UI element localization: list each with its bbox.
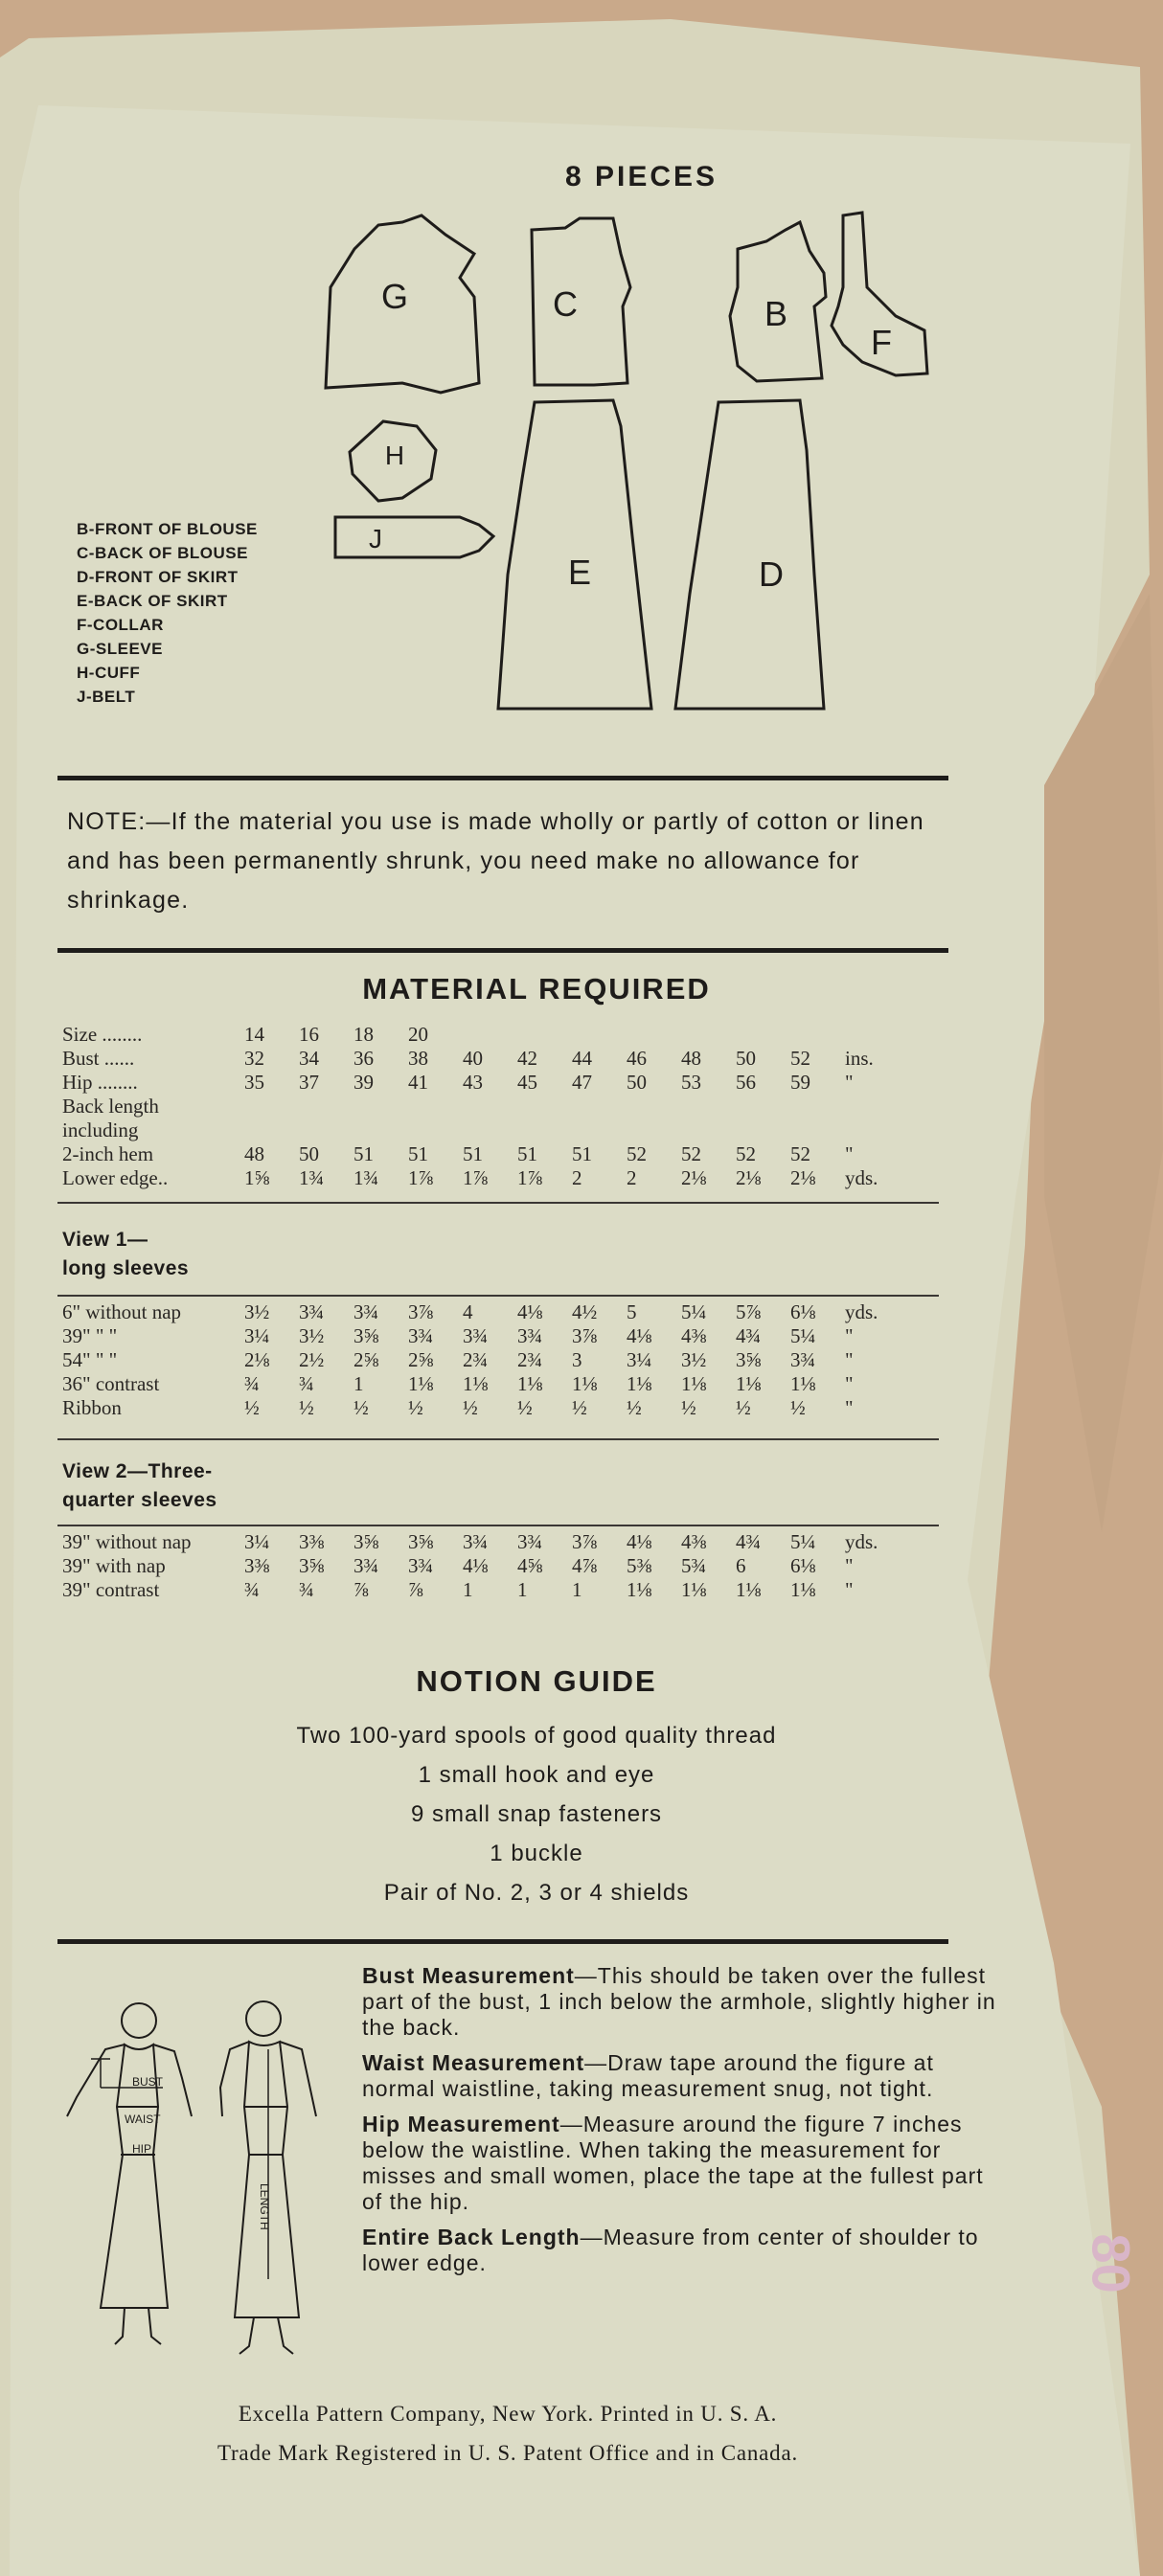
table-cell: 1⅛ xyxy=(627,1372,652,1395)
table-cell: 1 xyxy=(463,1578,473,1601)
table-cell: 47 xyxy=(572,1071,592,1094)
table-cell xyxy=(517,1119,572,1142)
table-cell: 46 xyxy=(627,1047,647,1070)
row-unit: yds. xyxy=(845,1300,878,1323)
table-cell: 16 xyxy=(299,1023,319,1046)
table-cell xyxy=(681,1023,736,1047)
table-cell: 1⅛ xyxy=(572,1372,598,1395)
measurement-item: Hip Measurement—Measure around the figure 7 inches below the waistline. When taking the measurement for misses and small women, place the tape at the fullest part of the hip. xyxy=(362,2112,984,2214)
legend-item: F-COLLAR xyxy=(77,616,164,634)
table-cell xyxy=(408,1119,463,1142)
table-cell: 1⅛ xyxy=(790,1372,816,1395)
row-label: Bust ...... xyxy=(62,1047,135,1070)
table-cell xyxy=(353,1095,408,1119)
table-row xyxy=(62,1554,893,1578)
footer-line: Excella Pattern Company, New York. Printed in U. S. A. xyxy=(238,2402,778,2426)
row-unit: " xyxy=(845,1396,854,1419)
shrinkage-note: NOTE:—If the material you use is made wholly or partly of cotton or linen and has been permanently shrunk, you need make no allowance for shrinkage. xyxy=(67,808,924,914)
table-cell: 6⅛ xyxy=(790,1554,816,1577)
view2-table xyxy=(62,1530,893,1602)
notion-list xyxy=(192,1716,881,1912)
row-unit xyxy=(845,1095,893,1119)
figure-label-bust: BUST xyxy=(132,2075,164,2089)
table-cell xyxy=(572,1023,627,1047)
table-cell: 1⅛ xyxy=(736,1372,762,1395)
figure-label-length: LENGTH xyxy=(258,2183,271,2230)
table-cell: 45 xyxy=(517,1071,537,1094)
row-unit: " xyxy=(845,1324,854,1347)
table-cell: 5¼ xyxy=(681,1300,707,1323)
table-cell xyxy=(517,1095,572,1119)
table-cell: 1⅛ xyxy=(408,1372,434,1395)
notion-item: 9 small snap fasteners xyxy=(410,1801,663,1827)
row-label: 39" " " xyxy=(62,1324,118,1347)
table-cell: 1⅛ xyxy=(463,1372,489,1395)
divider-rule xyxy=(57,948,948,953)
table-cell: 20 xyxy=(408,1023,428,1046)
table-cell: 3⅜ xyxy=(244,1554,270,1577)
table-cell: 52 xyxy=(627,1142,647,1165)
table-cell: 52 xyxy=(790,1142,810,1165)
notion-item: 1 buckle xyxy=(490,1841,583,1866)
table-row xyxy=(62,1396,893,1420)
table-cell: ¾ xyxy=(244,1372,260,1395)
table-cell: 5 xyxy=(627,1300,637,1323)
table-cell: ⅞ xyxy=(408,1578,423,1601)
table-row xyxy=(62,1142,893,1166)
row-label: 2-inch hem xyxy=(62,1142,154,1165)
table-cell: 3⅞ xyxy=(572,1530,598,1553)
table-cell: 4⅞ xyxy=(572,1554,598,1577)
table-row xyxy=(62,1023,893,1047)
table-cell xyxy=(681,1095,736,1119)
table-cell xyxy=(408,1095,463,1119)
row-unit xyxy=(845,1023,893,1047)
row-label: Ribbon xyxy=(62,1396,122,1419)
table-cell: 3¼ xyxy=(244,1324,270,1347)
table-cell: 36 xyxy=(353,1047,374,1070)
row-label: 39" without nap xyxy=(62,1530,192,1553)
table-cell: 3½ xyxy=(244,1300,270,1323)
table-cell: 41 xyxy=(408,1071,428,1094)
table-cell: ½ xyxy=(736,1396,751,1419)
table-row xyxy=(62,1166,893,1190)
table-cell: 5⅜ xyxy=(627,1554,652,1577)
table-row xyxy=(62,1348,893,1372)
table-cell: 3⅝ xyxy=(353,1324,379,1347)
row-unit: " xyxy=(845,1348,854,1371)
row-label: 39" with nap xyxy=(62,1554,166,1577)
table-cell: ¾ xyxy=(244,1578,260,1601)
view1-label: View 1— long sleeves xyxy=(62,1229,190,1279)
table-cell: 2¾ xyxy=(517,1348,543,1371)
table-cell xyxy=(790,1023,845,1047)
table-cell: 4½ xyxy=(572,1300,598,1323)
piece-label-c: C xyxy=(553,284,578,324)
table-cell: 6 xyxy=(736,1554,746,1577)
row-label: Back length xyxy=(62,1095,159,1118)
table-cell: 51 xyxy=(572,1142,592,1165)
publisher-footer xyxy=(96,2394,920,2473)
table-cell: 2 xyxy=(627,1166,637,1189)
size-table xyxy=(62,1023,893,1190)
table-cell: 2⅛ xyxy=(736,1166,762,1189)
table-cell xyxy=(736,1119,790,1142)
table-cell: ½ xyxy=(681,1396,696,1419)
table-cell xyxy=(681,1119,736,1142)
row-label: including xyxy=(62,1119,139,1141)
table-cell: 50 xyxy=(736,1047,756,1070)
table-cell: 2 xyxy=(572,1166,582,1189)
table-row xyxy=(62,1530,893,1554)
piece-c-outline xyxy=(532,218,630,385)
table-divider xyxy=(57,1295,939,1297)
table-cell xyxy=(353,1119,408,1142)
table-cell: 4⅛ xyxy=(627,1530,652,1553)
row-label: Lower edge.. xyxy=(62,1166,169,1189)
table-cell: 2⅛ xyxy=(681,1166,707,1189)
divider-rule xyxy=(57,776,948,780)
table-cell: 3¾ xyxy=(517,1324,543,1347)
legend-item: J-BELT xyxy=(77,688,136,706)
row-unit: yds. xyxy=(845,1166,878,1189)
stamp-number: 80 xyxy=(1081,2233,1142,2294)
legend-item: E-BACK OF SKIRT xyxy=(77,592,228,610)
table-cell: 40 xyxy=(463,1047,483,1070)
piece-j-outline xyxy=(335,517,493,557)
row-unit: " xyxy=(845,1578,854,1601)
divider-rule xyxy=(57,1939,948,1944)
table-cell: 2⅛ xyxy=(790,1166,816,1189)
table-cell: 5⅞ xyxy=(736,1300,762,1323)
piece-label-f: F xyxy=(871,323,892,362)
table-cell: 1⅝ xyxy=(244,1166,270,1189)
table-cell xyxy=(244,1095,299,1119)
table-divider xyxy=(57,1525,939,1526)
table-cell: 4⅜ xyxy=(681,1324,707,1347)
table-cell: 52 xyxy=(736,1142,756,1165)
table-cell: 48 xyxy=(244,1142,264,1165)
table-cell xyxy=(736,1023,790,1047)
legend-item: H-CUFF xyxy=(77,664,141,682)
piece-label-d: D xyxy=(759,554,784,594)
table-cell: 1⅞ xyxy=(517,1166,543,1189)
table-cell: 3⅞ xyxy=(572,1324,598,1347)
table-cell xyxy=(463,1095,517,1119)
measurement-item: Entire Back Length—Measure from center of shoulder to lower edge. xyxy=(362,2225,979,2275)
table-cell: 4⅛ xyxy=(463,1554,489,1577)
table-cell: 52 xyxy=(790,1047,810,1070)
table-row xyxy=(62,1119,893,1142)
table-cell: 4⅛ xyxy=(517,1300,543,1323)
row-label: 54" " " xyxy=(62,1348,118,1371)
table-cell: 2½ xyxy=(299,1348,325,1371)
table-cell: 3¾ xyxy=(353,1554,379,1577)
view2-label: View 2—Three- quarter sleeves xyxy=(62,1460,217,1511)
footer-line: Trade Mark Registered in U. S. Patent Office and in Canada. xyxy=(217,2441,799,2465)
pieces-legend xyxy=(77,517,258,709)
table-cell xyxy=(627,1023,681,1047)
piece-label-h: H xyxy=(384,441,405,470)
figure-label-waist: WAIST xyxy=(125,2113,161,2126)
table-cell: ½ xyxy=(244,1396,260,1419)
table-cell xyxy=(463,1119,517,1142)
table-cell: 3 xyxy=(572,1348,582,1371)
table-cell: 5¼ xyxy=(790,1530,816,1553)
table-cell: ½ xyxy=(572,1396,587,1419)
table-cell: ½ xyxy=(353,1396,369,1419)
view1-table xyxy=(62,1300,893,1420)
table-cell: 2⅝ xyxy=(353,1348,379,1371)
table-cell: 2⅝ xyxy=(408,1348,434,1371)
table-row xyxy=(62,1578,893,1602)
table-cell: 3¾ xyxy=(790,1348,816,1371)
notion-item: Two 100-yard spools of good quality thread xyxy=(296,1723,777,1749)
table-cell: 3⅞ xyxy=(408,1300,434,1323)
row-unit: " xyxy=(845,1554,854,1577)
table-cell: 3¼ xyxy=(627,1348,652,1371)
table-cell xyxy=(790,1119,845,1142)
table-cell xyxy=(572,1095,627,1119)
material-required-heading: MATERIAL REQUIRED xyxy=(362,972,711,1006)
table-cell: 1⅛ xyxy=(517,1372,543,1395)
table-cell: 14 xyxy=(244,1023,264,1046)
table-cell: ½ xyxy=(408,1396,423,1419)
table-cell xyxy=(463,1023,517,1047)
table-cell: 2¾ xyxy=(463,1348,489,1371)
table-cell: ½ xyxy=(790,1396,806,1419)
table-cell: 18 xyxy=(353,1023,374,1046)
table-cell xyxy=(736,1095,790,1119)
table-cell: ½ xyxy=(517,1396,533,1419)
measurement-item: Waist Measurement—Draw tape around the figure at normal waistline, taking measurement snug, not tight. xyxy=(362,2050,934,2101)
table-cell: 1⅛ xyxy=(681,1372,707,1395)
table-cell: 4¾ xyxy=(736,1530,762,1553)
table-cell: 44 xyxy=(572,1047,592,1070)
legend-item: D-FRONT OF SKIRT xyxy=(77,568,239,586)
table-cell: 56 xyxy=(736,1071,756,1094)
piece-label-b: B xyxy=(764,294,788,333)
table-cell: 51 xyxy=(408,1142,428,1165)
table-cell: 1⅛ xyxy=(681,1578,707,1601)
table-row xyxy=(62,1372,893,1396)
table-cell xyxy=(244,1119,299,1142)
notion-guide-heading: NOTION GUIDE xyxy=(416,1664,657,1698)
table-cell: 3¾ xyxy=(353,1300,379,1323)
table-cell: 1 xyxy=(353,1372,364,1395)
row-unit xyxy=(845,1119,893,1142)
table-cell: 3¼ xyxy=(244,1530,270,1553)
row-unit: yds. xyxy=(845,1530,878,1553)
measurement-instructions xyxy=(362,1963,1004,2286)
piece-d-outline xyxy=(675,400,824,709)
table-cell: 48 xyxy=(681,1047,701,1070)
table-cell: 5¼ xyxy=(790,1324,816,1347)
table-cell: 3¾ xyxy=(408,1554,434,1577)
table-row xyxy=(62,1071,893,1095)
table-cell: 1¾ xyxy=(299,1166,325,1189)
table-cell: 42 xyxy=(517,1047,537,1070)
table-row xyxy=(62,1047,893,1071)
table-cell: 1⅛ xyxy=(627,1578,652,1601)
table-cell: 3¾ xyxy=(408,1324,434,1347)
row-label: 6" without nap xyxy=(62,1300,182,1323)
table-cell: 59 xyxy=(790,1071,810,1094)
row-unit: " xyxy=(845,1372,854,1395)
table-cell: 51 xyxy=(463,1142,483,1165)
table-row xyxy=(62,1300,893,1324)
piece-label-j: J xyxy=(369,524,382,554)
table-cell: 50 xyxy=(299,1142,319,1165)
row-label: 39" contrast xyxy=(62,1578,160,1601)
piece-label-g: G xyxy=(380,277,409,316)
table-cell xyxy=(299,1095,353,1119)
table-divider xyxy=(57,1438,939,1440)
table-cell: 1¾ xyxy=(353,1166,379,1189)
table-cell: 39 xyxy=(353,1071,374,1094)
table-cell: 1 xyxy=(572,1578,582,1601)
table-cell: 37 xyxy=(299,1071,319,1094)
table-cell xyxy=(572,1119,627,1142)
table-cell: 3⅝ xyxy=(408,1530,434,1553)
table-cell: ¾ xyxy=(299,1578,314,1601)
table-cell: 52 xyxy=(681,1142,701,1165)
table-row xyxy=(62,1095,893,1119)
table-cell: 2⅛ xyxy=(244,1348,270,1371)
table-cell: 4⅛ xyxy=(627,1324,652,1347)
table-cell: 1⅞ xyxy=(408,1166,434,1189)
table-cell: ½ xyxy=(627,1396,642,1419)
table-cell: ⅞ xyxy=(353,1578,369,1601)
legend-item: B-FRONT OF BLOUSE xyxy=(77,520,258,538)
table-cell: 4¾ xyxy=(736,1324,762,1347)
table-cell: 3¾ xyxy=(299,1300,325,1323)
table-cell: 1 xyxy=(517,1578,528,1601)
table-cell: 35 xyxy=(244,1071,264,1094)
legend-item: G-SLEEVE xyxy=(77,640,163,658)
table-cell: 3⅝ xyxy=(299,1554,325,1577)
table-cell xyxy=(627,1119,681,1142)
table-cell: 51 xyxy=(517,1142,537,1165)
table-cell: 3¾ xyxy=(517,1530,543,1553)
pieces-title: 8 PIECES xyxy=(565,161,718,192)
table-cell: 43 xyxy=(463,1071,483,1094)
table-cell: 3½ xyxy=(681,1348,707,1371)
table-cell: 3⅝ xyxy=(736,1348,762,1371)
table-row xyxy=(62,1324,893,1348)
row-label: Hip ........ xyxy=(62,1071,138,1094)
table-cell: 1⅛ xyxy=(790,1578,816,1601)
table-cell: 1⅞ xyxy=(463,1166,489,1189)
table-cell: 3⅜ xyxy=(299,1530,325,1553)
measurement-item: Bust Measurement—This should be taken over the fullest part of the bust, 1 inch below the armhole, slightly higher in the back. xyxy=(362,1963,996,2040)
notion-item: Pair of No. 2, 3 or 4 shields xyxy=(383,1880,690,1906)
table-cell xyxy=(517,1023,572,1047)
table-cell: 34 xyxy=(299,1047,319,1070)
table-cell: 53 xyxy=(681,1071,701,1094)
row-label: Size ........ xyxy=(62,1023,143,1046)
row-unit: " xyxy=(845,1071,854,1094)
table-cell: 3¾ xyxy=(463,1324,489,1347)
table-cell: 3¾ xyxy=(463,1530,489,1553)
table-cell: 3⅝ xyxy=(353,1530,379,1553)
table-cell: 4⅜ xyxy=(681,1530,707,1553)
row-unit: ins. xyxy=(845,1047,874,1070)
table-cell: ½ xyxy=(463,1396,478,1419)
table-cell: 38 xyxy=(408,1047,428,1070)
table-cell: 5¾ xyxy=(681,1554,707,1577)
row-label: 36" contrast xyxy=(62,1372,160,1395)
row-unit: " xyxy=(845,1142,854,1165)
table-cell: 32 xyxy=(244,1047,264,1070)
table-cell: 3½ xyxy=(299,1324,325,1347)
table-cell: 6⅛ xyxy=(790,1300,816,1323)
table-cell: 50 xyxy=(627,1071,647,1094)
notion-item: 1 small hook and eye xyxy=(418,1762,655,1788)
legend-item: C-BACK OF BLOUSE xyxy=(77,544,248,562)
table-cell: 4⅝ xyxy=(517,1554,543,1577)
table-cell: ¾ xyxy=(299,1372,314,1395)
table-cell: 51 xyxy=(353,1142,374,1165)
table-cell: 1⅛ xyxy=(736,1578,762,1601)
table-cell: 4 xyxy=(463,1300,473,1323)
figure-label-hip: HIP xyxy=(132,2142,152,2156)
table-cell xyxy=(790,1095,845,1119)
measurement-figure xyxy=(57,1992,354,2375)
piece-label-e: E xyxy=(567,553,592,592)
table-cell: ½ xyxy=(299,1396,314,1419)
table-cell xyxy=(627,1095,681,1119)
table-cell xyxy=(299,1119,353,1142)
table-divider xyxy=(57,1202,939,1204)
